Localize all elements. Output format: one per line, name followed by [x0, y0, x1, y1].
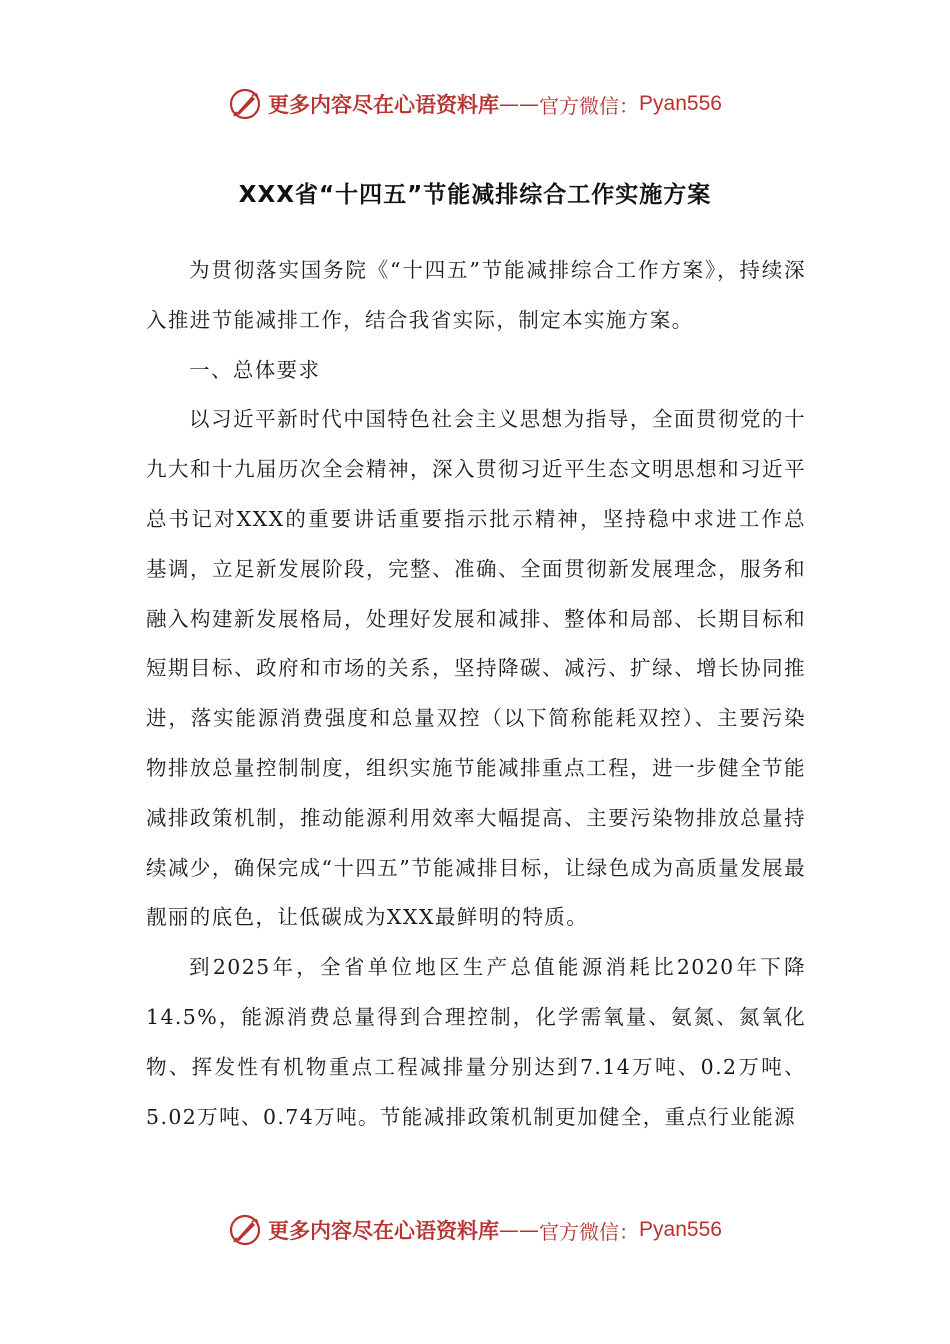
watermark-dash: —— [499, 92, 540, 116]
paragraph-2025-targets: 到2025年，全省单位地区生产总值能源消耗比2020年下降14.5%，能源消费总量得到合理控制，化学需氧量、氨氮、氮氧化物、挥发性有机物重点工程减排量分别达到7.14万吨、0.2万吨、5.02万吨、0.74万吨。节能减排政策机制更加健全，重点行业能源 [146, 955, 806, 1129]
section-heading-general-requirements: 一、总体要求 [189, 357, 321, 382]
quill-pen-logo-icon [228, 87, 262, 121]
document-body [146, 246, 806, 1142]
footer-watermark-banner [0, 1210, 950, 1250]
watermark-wechat-label: 官方微信： [539, 1219, 640, 1244]
watermark-dash: —— [499, 1218, 540, 1242]
paragraph-intro: 为贯彻落实国务院《“十四五”节能减排综合工作方案》，持续深入推进节能减排工作，结合我省实际，制定本实施方案。 [146, 258, 806, 332]
watermark-brand-text: 更多内容尽在心语资料库 [268, 92, 500, 117]
watermark-wechat-id: Pyan556 [639, 1218, 722, 1241]
document-title: XXX省“十四五”节能减排综合工作实施方案 [238, 182, 712, 208]
quill-pen-logo-icon [228, 1213, 262, 1247]
paragraph-guiding-ideology: 以习近平新时代中国特色社会主义思想为指导，全面贯彻党的十九大和十九届历次全会精神，深入贯彻习近平生态文明思想和习近平总书记对XXX的重要讲话重要指示批示精神，坚持稳中求进工作总基调，立足新发展阶段，完整、准确、全面贯彻新发展理念，服务和融入构建新发展格局，处理好发展和减排、整体和局部、长期目标和短期目标、政府和市场的关系，坚持降碳、减污、扩绿、增长协同推进，落实能源消费强度和总量双控（以下简称能耗双控）、主要污染物排放总量控制制度，组织实施节能减排重点工程，进一步健全节能减排政策机制，推动能源利用效率大幅提高、主要污染物排放总量持续减少，确保完成“十四五”节能减排目标，让绿色成为高质量发展最靓丽的底色，让低碳成为XXX最鲜明的特质。 [146, 407, 806, 930]
watermark-wechat-id: Pyan556 [639, 92, 722, 115]
header-watermark-banner [0, 84, 950, 124]
watermark-brand-text: 更多内容尽在心语资料库 [268, 1218, 500, 1243]
watermark-wechat-label: 官方微信： [539, 93, 640, 118]
